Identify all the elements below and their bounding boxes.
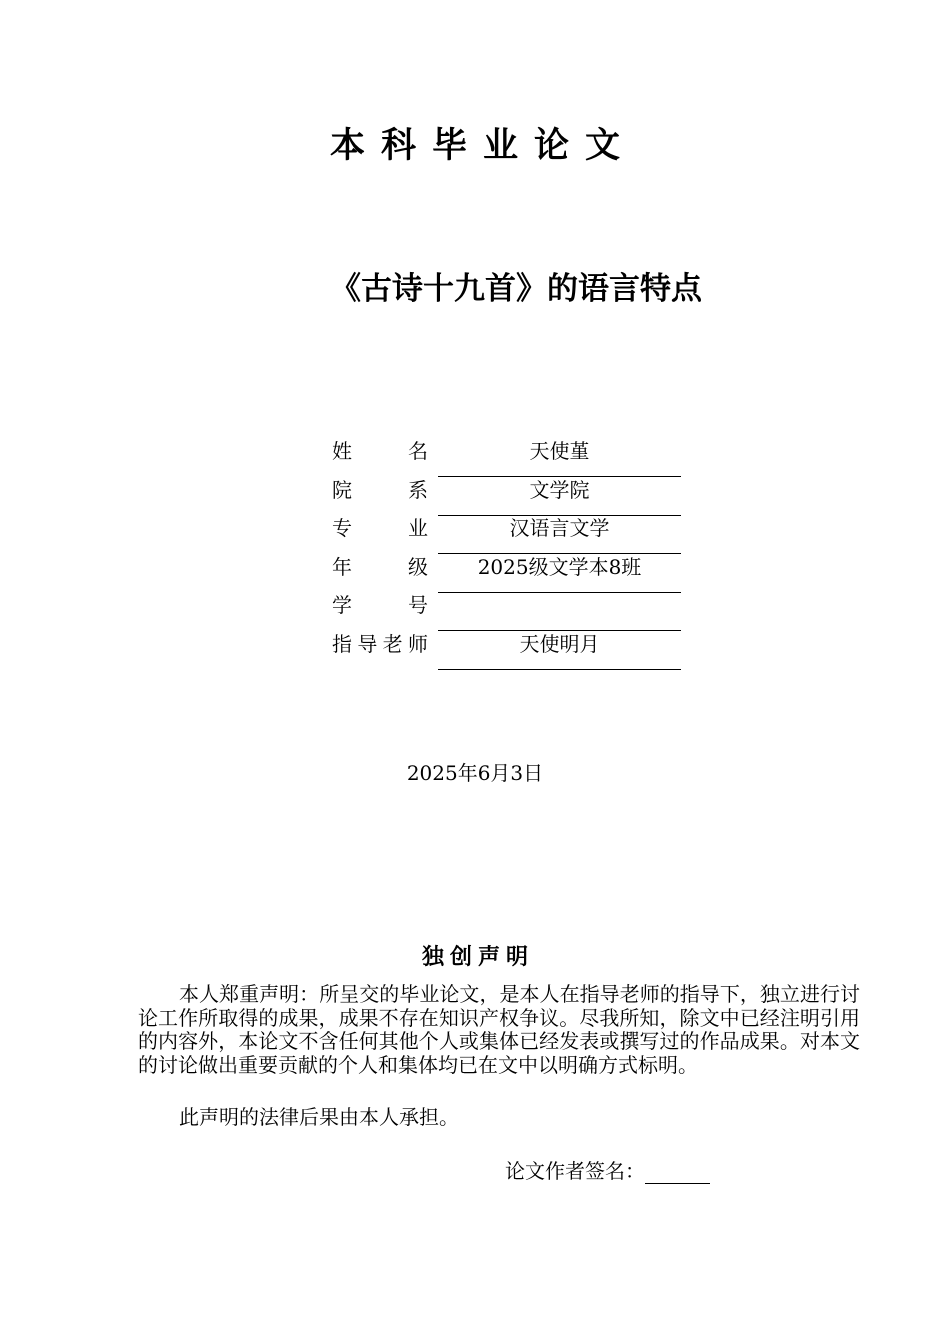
thesis-title: 《古诗十九首》的语言特点 xyxy=(330,271,702,307)
cover-date: 2025年6月3日 xyxy=(406,761,544,785)
info-label: 学 号 xyxy=(332,593,428,617)
info-underline xyxy=(438,669,681,670)
declaration-title: 独创声明 xyxy=(421,945,534,970)
declaration-body: 本人郑重声明：所呈交的毕业论文，是本人在指导老师的指导下，独立进行讨论工作所取得的成果，成果不存在知识产权争议。尽我所知，除文中已经注明引用的内容外，本论文不含任何其他个人或集体已经发表或撰写过的作品成果。对本文的讨论做出重要贡献的个人和集体均已在文中以明确方式标明。 xyxy=(138,982,860,1077)
document-type-heading: 本科毕业论文 xyxy=(329,126,636,166)
info-label: 年 级 xyxy=(332,554,428,579)
info-label: 姓 名 xyxy=(332,439,428,463)
declaration-note: 此声明的法律后果由本人承担。 xyxy=(179,1105,459,1129)
signature-label: 论文作者签名： xyxy=(505,1159,645,1183)
signature-row xyxy=(505,1155,710,1184)
info-value: 2025级文学本8班 xyxy=(477,554,642,579)
info-value: 天使明月 xyxy=(519,631,600,656)
info-value: 汉语言文学 xyxy=(509,516,610,540)
info-label: 院 系 xyxy=(332,477,428,502)
info-value: 文学院 xyxy=(529,477,590,502)
info-label: 专 业 xyxy=(332,516,428,540)
info-label: 指 导 老 师 xyxy=(332,631,428,656)
signature-line[interactable] xyxy=(645,1163,710,1184)
info-underline xyxy=(438,592,681,593)
info-value: 天使堇 xyxy=(529,439,590,463)
